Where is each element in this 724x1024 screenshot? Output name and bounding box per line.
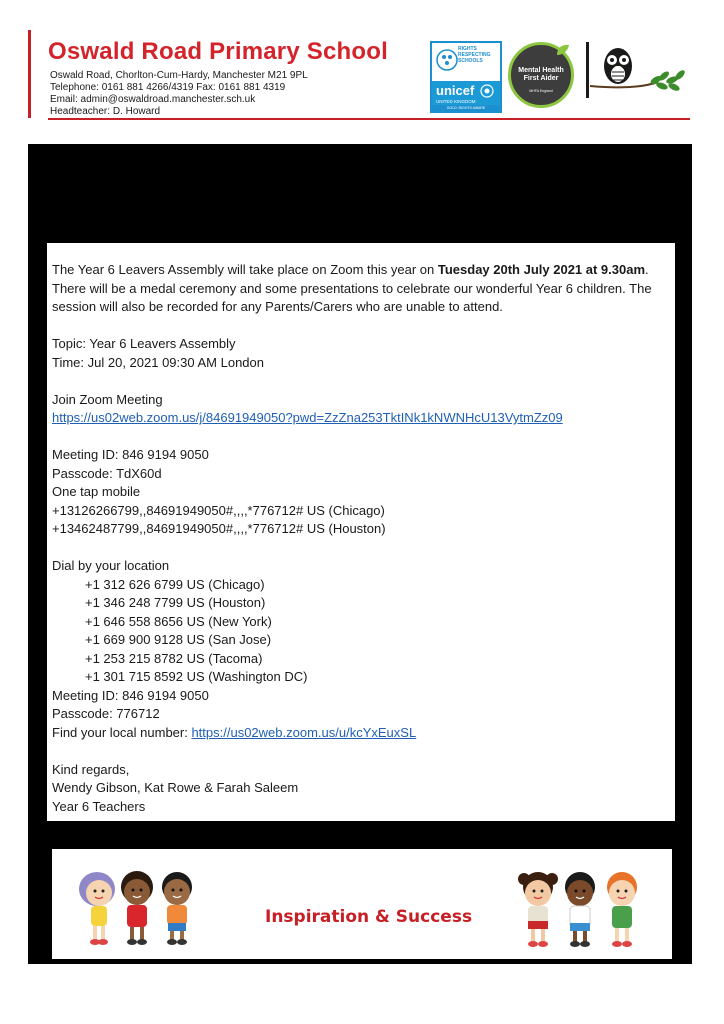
meeting-time: Time: Jul 20, 2021 09:30 AM London <box>52 354 264 370</box>
children-illustration-left <box>67 861 217 951</box>
intro-paragraph <box>52 261 670 317</box>
school-telephone: Telephone: 0161 881 4266/4319 Fax: 0161 881 4319 <box>50 82 286 93</box>
dial-number: +1 253 215 8782 US (Tacoma) <box>85 650 263 666</box>
owl-on-branch-logo <box>586 42 690 100</box>
local-number-label: Find your local number: <box>52 724 192 740</box>
footer-banner <box>52 849 672 959</box>
school-email: Email: admin@oswaldroad.manchester.sch.uk <box>50 94 256 105</box>
mhfa-subtitle: MHFA England <box>529 89 553 93</box>
one-tap-label: One tap mobile <box>52 484 141 499</box>
passcode: Passcode: TdX60d <box>52 465 162 481</box>
intro-text-pre: The Year 6 Leavers Assembly will take place on Zoom this year on <box>52 262 438 277</box>
dial-number: +1 312 626 6799 US (Chicago) <box>85 576 265 592</box>
tap-number: +13462487799,,84691949050#,,,,*776712# US (Houston) <box>52 521 386 536</box>
globe-icon <box>434 45 460 79</box>
letter-content-box <box>47 243 675 821</box>
rights-respecting-schools-logo <box>430 41 502 113</box>
headteacher: Headteacher: D. Howard <box>50 106 161 117</box>
letterhead-rule <box>48 118 690 120</box>
meeting-id-2: Meeting ID: 846 9194 9050 <box>52 687 209 703</box>
rrs-award-label: GOLD: RIGHTS AWARE <box>432 105 500 111</box>
join-zoom-label: Join Zoom Meeting <box>52 391 163 407</box>
closing-regards: Kind regards, <box>52 761 130 777</box>
letterhead-accent-bar <box>28 30 31 118</box>
school-address: Oswald Road, Chorlton-Cum-Hardy, Manchester M21 9PL <box>50 70 308 81</box>
unicef-emblem-icon <box>480 84 494 98</box>
dial-number: +1 346 248 7799 US (Houston) <box>85 595 266 610</box>
school-name: Oswald Road Primary School <box>48 38 388 65</box>
leaf-icon <box>555 43 571 57</box>
dial-number: +1 301 715 8592 US (Washington DC) <box>85 669 308 684</box>
local-number-link[interactable]: https://us02web.zoom.us/u/kcYxEuxSL <box>191 724 417 740</box>
zoom-meeting-link[interactable]: https://us02web.zoom.us/j/84691949050?pwd=ZzZna253TktINk1kNWNHcU13VytmZz09 <box>52 410 563 425</box>
mhfa-title: Mental Health First Aider <box>518 67 564 82</box>
meeting-topic: Topic: Year 6 Leavers Assembly <box>52 336 236 351</box>
tap-number: +13126266799,,84691949050#,,,,*776712# US (Chicago) <box>52 502 385 518</box>
unicef-subtitle: UNITED KINGDOM <box>436 99 476 104</box>
unicef-wordmark: unicef <box>436 83 475 98</box>
footer-title: Inspiration & Success <box>265 907 473 927</box>
intro-text-post: . There will be a medal ceremony and some presentations to celebrate our wonderful Year 6 children. The session will also be recorded for any Parents/Carers who are unable to attend. <box>52 262 652 314</box>
local-number-line <box>52 724 670 743</box>
signatory-role: Year 6 Teachers <box>52 798 146 814</box>
dial-by-location-label: Dial by your location <box>52 558 170 573</box>
assembly-date: Tuesday 20th July 2021 at 9.30am <box>437 262 646 277</box>
children-illustration-right <box>510 863 655 953</box>
passcode-2: Passcode: 776712 <box>52 706 160 721</box>
dial-number: +1 669 900 9128 US (San Jose) <box>85 632 272 647</box>
dial-number: +1 646 558 8656 US (New York) <box>85 613 272 629</box>
meeting-id: Meeting ID: 846 9194 9050 <box>52 447 209 462</box>
signatories: Wendy Gibson, Kat Rowe & Farah Saleem <box>52 780 299 795</box>
mental-health-first-aider-logo <box>508 42 574 108</box>
rrs-logo-text: RIGHTS RESPECTING SCHOOLS <box>458 46 491 64</box>
